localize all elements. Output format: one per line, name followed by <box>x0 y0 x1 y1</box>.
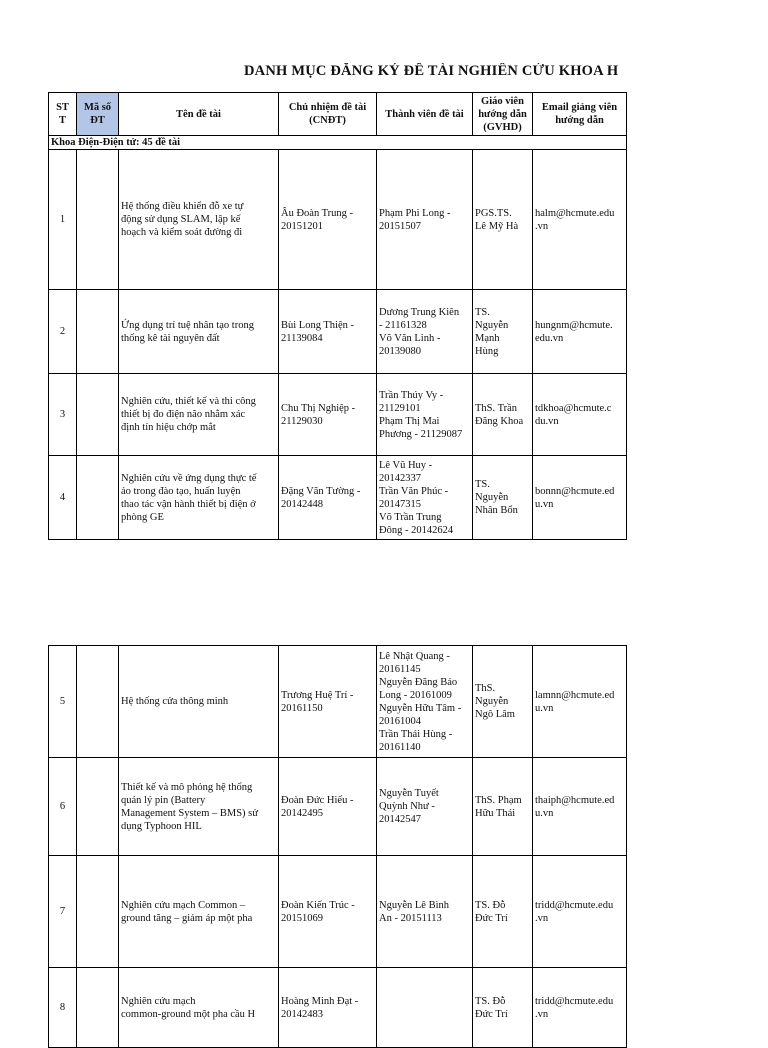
chu-nhiem-cell: Âu Đoàn Trung - 20151201 <box>279 150 377 290</box>
ma-so-cell <box>77 758 119 856</box>
table-row <box>49 646 627 758</box>
thanh-vien-cell: Dương Trung Kiên - 21161328 Võ Văn Linh - 20139080 <box>377 290 473 374</box>
header-stt: ST T <box>49 93 77 136</box>
page-title: DANH MỤC ĐĂNG KÝ ĐỀ TÀI NGHIÊN CỨU KHOA H <box>244 63 619 79</box>
gvhd-cell: ThS. Trần Đăng Khoa <box>473 374 533 456</box>
table-row <box>49 374 627 456</box>
thanh-vien-cell: Nguyễn Tuyết Quỳnh Như - 20142547 <box>377 758 473 856</box>
email-cell: tridd@hcmute.edu .vn <box>533 968 627 1048</box>
group-row <box>49 136 627 150</box>
ma-so-cell <box>77 968 119 1048</box>
ma-so-cell <box>77 150 119 290</box>
email-cell: tridd@hcmute.edu .vn <box>533 856 627 968</box>
ma-so-cell <box>77 856 119 968</box>
group-label: Khoa Điện-Điện tử: 45 đề tài <box>49 136 627 150</box>
topic-table-page-2 <box>48 645 627 1048</box>
ten-de-tai-cell: Hệ thống điều khiển đỗ xe tự động sử dụng SLAM, lập kế hoạch và kiểm soát đường đi <box>119 150 279 290</box>
chu-nhiem-cell: Đoàn Đức Hiếu - 20142495 <box>279 758 377 856</box>
ma-so-cell <box>77 456 119 540</box>
ten-de-tai-cell: Nghiên cứu mạch common-ground một pha cầu H <box>119 968 279 1048</box>
header-chu-nhiem: Chủ nhiệm đề tài (CNĐT) <box>279 93 377 136</box>
stt-cell: 3 <box>49 374 77 456</box>
ten-de-tai-cell: Thiết kế và mô phỏng hệ thống quản lý pin (Battery Management System – BMS) sử dụng Typhoon HIL <box>119 758 279 856</box>
stt-cell: 2 <box>49 290 77 374</box>
table-row <box>49 150 627 290</box>
chu-nhiem-cell: Hoàng Minh Đạt - 20142483 <box>279 968 377 1048</box>
gvhd-cell: ThS. Nguyễn Ngô Lâm <box>473 646 533 758</box>
ten-de-tai-cell: Nghiên cứu mạch Common – ground tăng – giảm áp một pha <box>119 856 279 968</box>
chu-nhiem-cell: Đặng Văn Tường - 20142448 <box>279 456 377 540</box>
header-ten-de-tai: Tên đề tài <box>119 93 279 136</box>
stt-cell: 4 <box>49 456 77 540</box>
chu-nhiem-cell: Trương Huệ Trí - 20161150 <box>279 646 377 758</box>
header-thanh-vien: Thành viên đề tài <box>377 93 473 136</box>
gvhd-cell: ThS. Phạm Hữu Thái <box>473 758 533 856</box>
table-row <box>49 758 627 856</box>
ma-so-cell <box>77 290 119 374</box>
gvhd-cell: TS. Đỗ Đức Trí <box>473 968 533 1048</box>
header-row <box>49 93 627 136</box>
email-cell: hungnm@hcmute. edu.vn <box>533 290 627 374</box>
stt-cell: 5 <box>49 646 77 758</box>
chu-nhiem-cell: Đoàn Kiến Trúc - 20151069 <box>279 856 377 968</box>
thanh-vien-cell: Trần Thúy Vy - 21129101 Phạm Thị Mai Phương - 21129087 <box>377 374 473 456</box>
thanh-vien-cell: Phạm Phi Long - 20151507 <box>377 150 473 290</box>
email-cell: bonnn@hcmute.ed u.vn <box>533 456 627 540</box>
table-row <box>49 968 627 1048</box>
header-email: Email giảng viên hướng dẫn <box>533 93 627 136</box>
gvhd-cell: TS. Đỗ Đức Trí <box>473 856 533 968</box>
table-row <box>49 456 627 540</box>
table-row <box>49 290 627 374</box>
gvhd-cell: TS. Nguyễn Nhân Bổn <box>473 456 533 540</box>
header-ma-so: Mã số ĐT <box>77 93 119 136</box>
topic-table-page-1 <box>48 92 627 540</box>
email-cell: lamnn@hcmute.ed u.vn <box>533 646 627 758</box>
email-cell: halm@hcmute.edu .vn <box>533 150 627 290</box>
ten-de-tai-cell: Ứng dụng trí tuệ nhân tạo trong thống kê tài nguyên đất <box>119 290 279 374</box>
stt-cell: 6 <box>49 758 77 856</box>
thanh-vien-cell <box>377 968 473 1048</box>
ten-de-tai-cell: Nghiên cứu, thiết kế và thi công thiết bị đo điện não nhằm xác định tín hiệu chớp mắt <box>119 374 279 456</box>
email-cell: tdkhoa@hcmute.c du.vn <box>533 374 627 456</box>
ma-so-cell <box>77 646 119 758</box>
ten-de-tai-cell: Nghiên cứu về ứng dụng thực tế ảo trong đào tạo, huấn luyện thao tác vận hành thiết bị điện ở phòng GE <box>119 456 279 540</box>
gvhd-cell: PGS.TS. Lê Mỹ Hà <box>473 150 533 290</box>
gvhd-cell: TS. Nguyễn Mạnh Hùng <box>473 290 533 374</box>
email-cell: thaiph@hcmute.ed u.vn <box>533 758 627 856</box>
table-row <box>49 856 627 968</box>
ten-de-tai-cell: Hệ thống cửa thông minh <box>119 646 279 758</box>
stt-cell: 7 <box>49 856 77 968</box>
ma-so-cell <box>77 374 119 456</box>
chu-nhiem-cell: Chu Thị Nghiệp - 21129030 <box>279 374 377 456</box>
stt-cell: 8 <box>49 968 77 1048</box>
header-gvhd: Giáo viên hướng dẫn (GVHD) <box>473 93 533 136</box>
chu-nhiem-cell: Bùi Long Thiện - 21139084 <box>279 290 377 374</box>
thanh-vien-cell: Lê Vũ Huy - 20142337 Trần Văn Phúc - 20147315 Võ Trần Trung Đông - 20142624 <box>377 456 473 540</box>
thanh-vien-cell: Nguyễn Lê Bình An - 20151113 <box>377 856 473 968</box>
thanh-vien-cell: Lê Nhật Quang - 20161145 Nguyễn Đăng Bảo Long - 20161009 Nguyễn Hữu Tâm - 20161004 Trần Thái Hùng - 20161140 <box>377 646 473 758</box>
stt-cell: 1 <box>49 150 77 290</box>
